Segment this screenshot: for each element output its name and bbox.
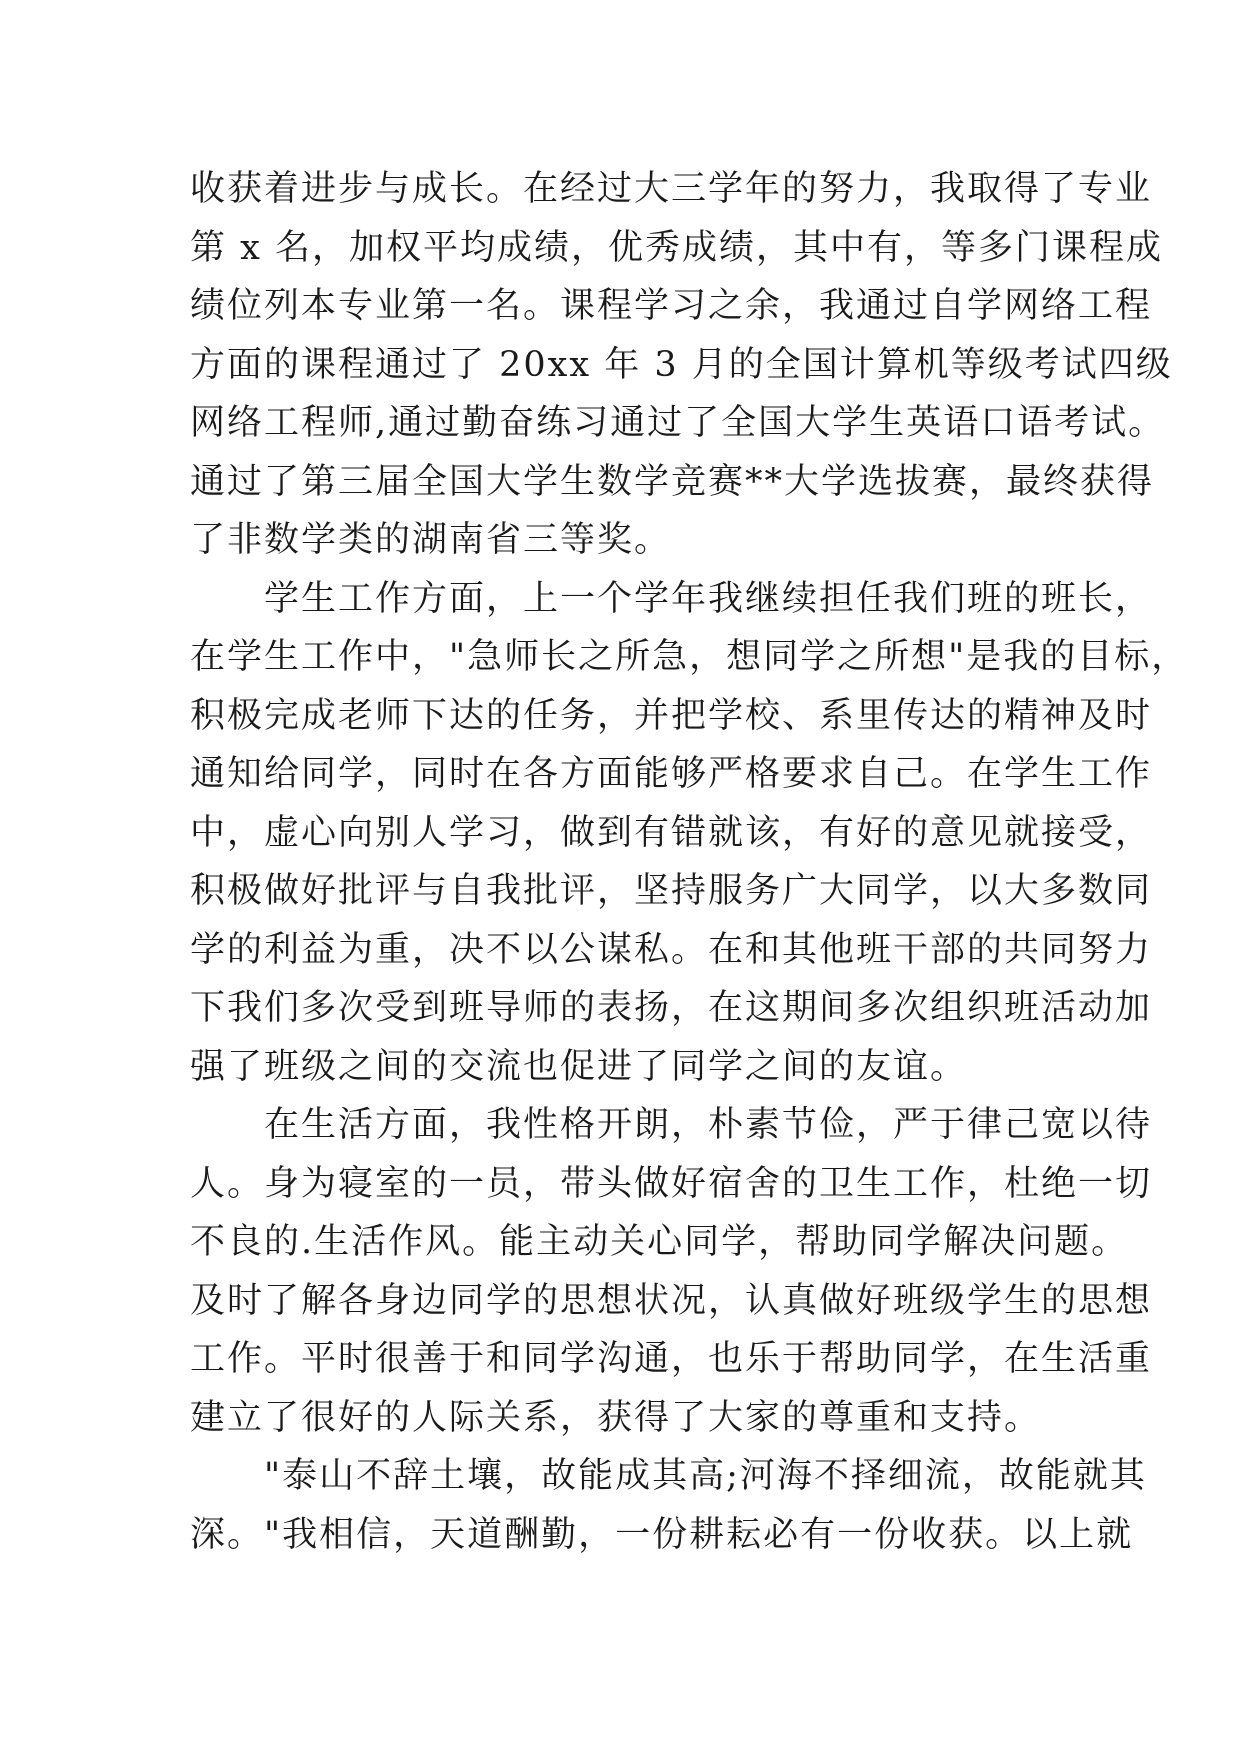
- text-line: 强了班级之间的交流也促进了同学之间的友谊。: [190, 1046, 968, 1087]
- text-line: 绩位列本专业第一名。课程学习之余，我通过自学网络工程: [190, 286, 1153, 326]
- text-line: 深。"我相信，天道酬勤，一份耕耘必有一份收获。以上就: [190, 1514, 1134, 1555]
- text-line: 建立了很好的人际关系，获得了大家的尊重和支持。: [190, 1397, 1042, 1438]
- text-line: 学生工作方面，上一个学年我继续担任我们班的班长，: [190, 578, 1153, 619]
- text-line: 积极做好批评与自我批评，坚持服务广大同学，以大多数同: [190, 871, 1153, 911]
- text-line: 中，虚心向别人学习，做到有错就该，有好的意见就接受，: [190, 812, 1153, 853]
- text-line: 了非数学类的湖南省三等奖。: [190, 520, 672, 560]
- text-line: "泰山不辞土壤，故能成其高;河海不择细流，故能就其: [190, 1456, 1147, 1496]
- text-line: 不良的.生活作风。能主动关心同学，帮助同学解决问题。: [190, 1222, 1129, 1262]
- text-line: 收获着进步与成长。在经过大三学年的努力，我取得了专业: [190, 169, 1153, 209]
- text-line: 在生活方面，我性格开朗，朴素节俭，严于律己宽以待: [190, 1105, 1153, 1145]
- text-line: 网络工程师,通过勤奋练习通过了全国大学生英语口语考试。: [190, 403, 1166, 443]
- text-line: 在学生工作中，"急师长之所急，想同学之所想"是我的目标，: [190, 637, 1189, 677]
- text-line: 通过了第三届全国大学生数学竞赛**大学选拔赛，最终获得: [190, 461, 1155, 502]
- text-line: 第 x 名，加权平均成绩，优秀成绩，其中有，等多门课程成: [190, 227, 1163, 268]
- text-line: 人。身为寝室的一员，带头做好宿舍的卫生工作，杜绝一切: [190, 1163, 1153, 1204]
- document-body: [190, 160, 1189, 1564]
- text-line: 通知给同学，同时在各方面能够严格要求自己。在学生工作: [190, 754, 1153, 794]
- text-line: 下我们多次受到班导师的表扬，在这期间多次组织班活动加: [190, 988, 1153, 1028]
- text-line: 学的利益为重，决不以公谋私。在和其他班干部的共同努力: [190, 929, 1153, 970]
- text-line: 积极完成老师下达的任务，并把学校、系里传达的精神及时: [190, 695, 1153, 736]
- text-line: 工作。平时很善于和同学沟通，也乐于帮助同学，在生活重: [190, 1339, 1153, 1379]
- text-line: 方面的课程通过了 20xx 年 3 月的全国计算机等级考试四级: [190, 344, 1173, 385]
- text-line: 及时了解各身边同学的思想状况，认真做好班级学生的思想: [190, 1280, 1153, 1321]
